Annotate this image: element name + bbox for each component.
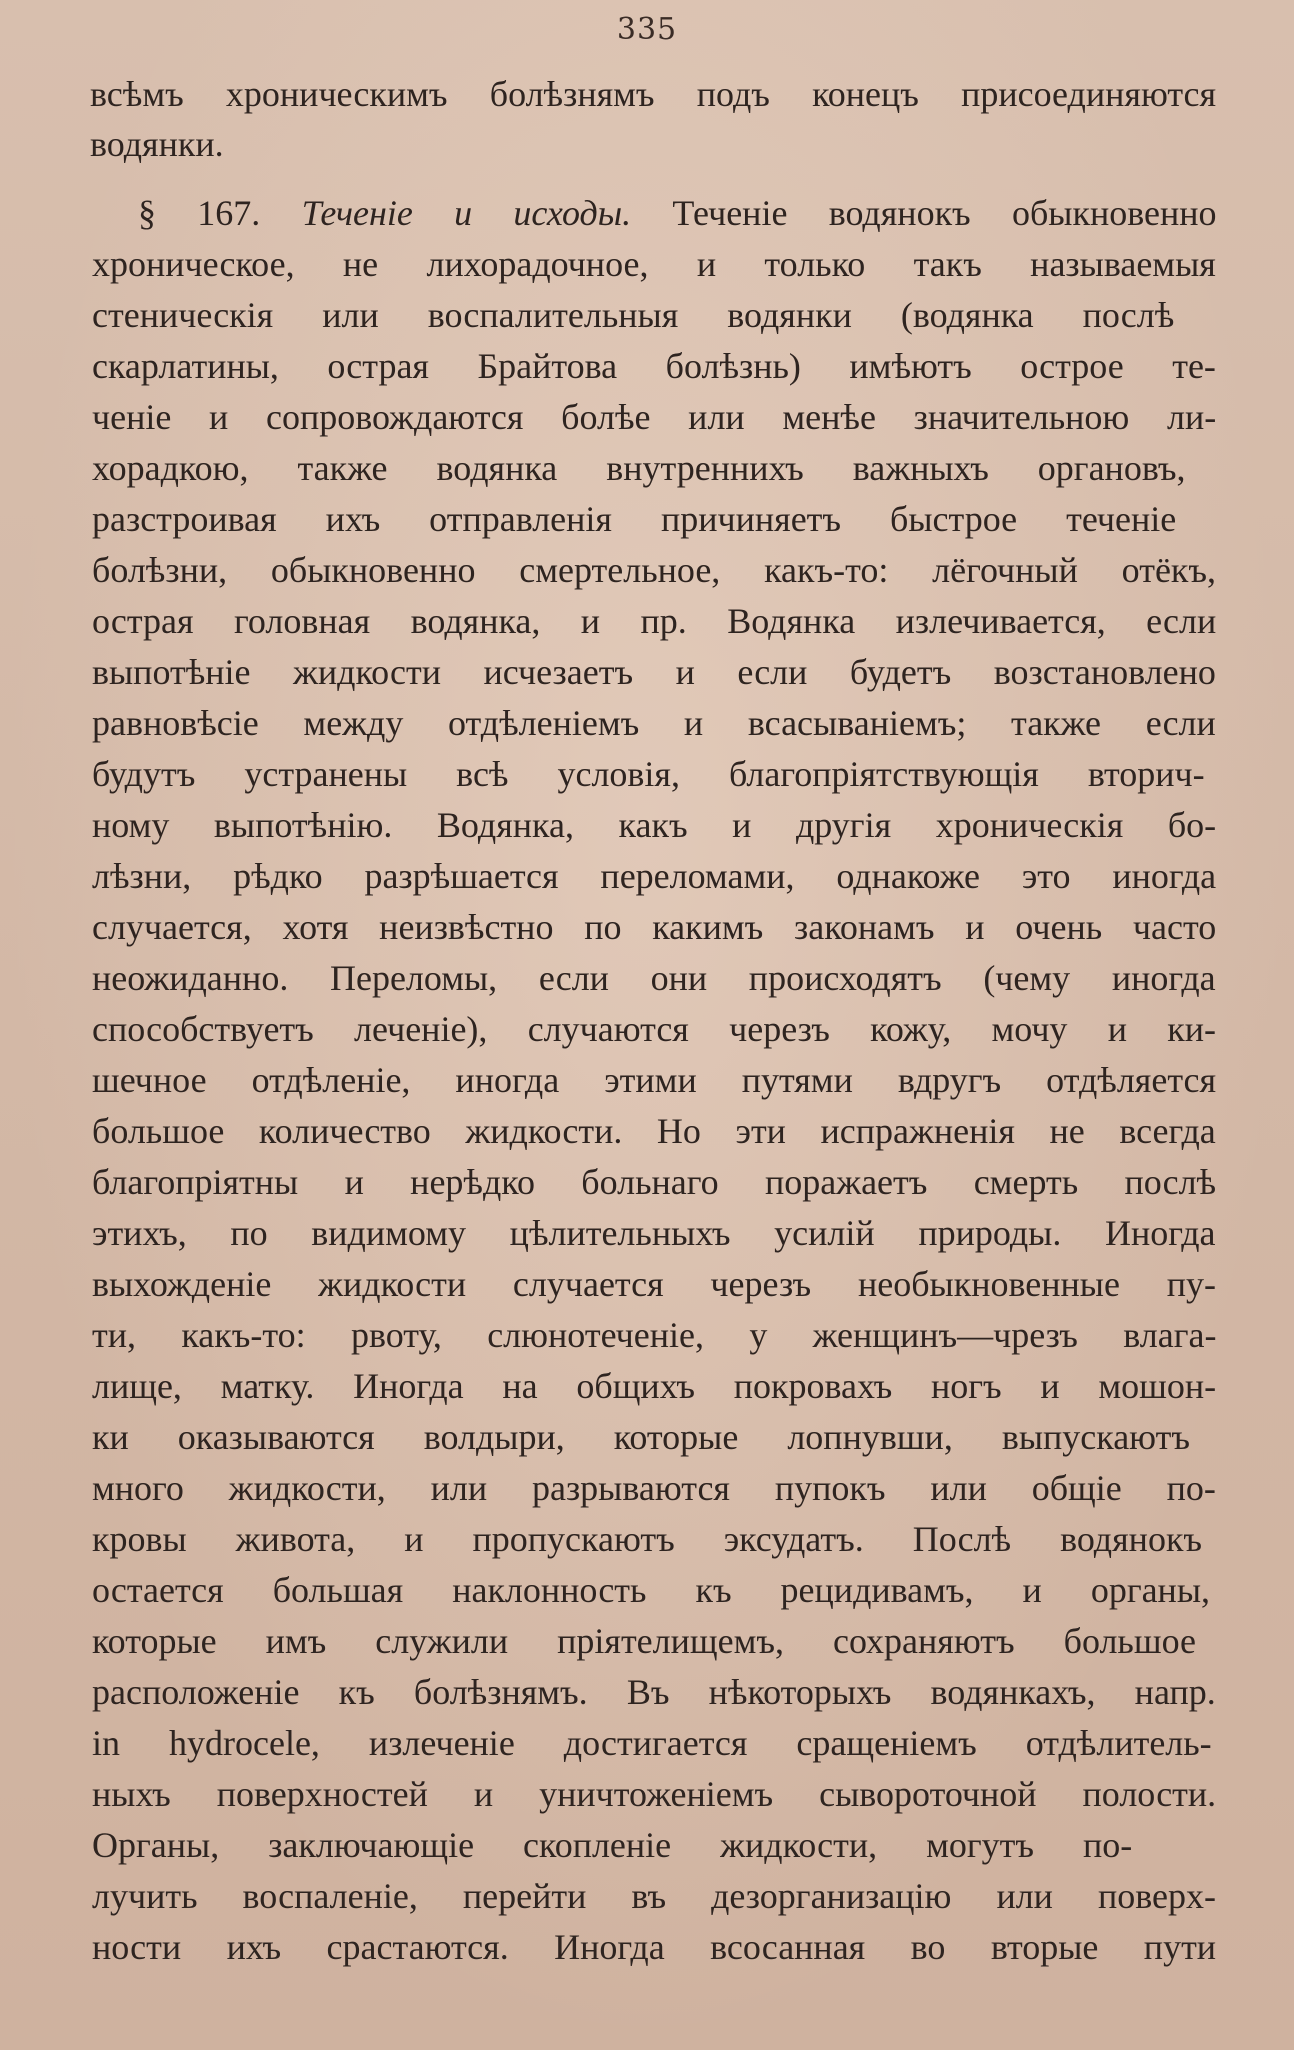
text-line: скарлатины, острая Брайтова болѣзнь) имѣютъ острое те- [92, 346, 1216, 386]
text-line: шечное отдѣленіе, иногда этими путями вдругъ отдѣляется [92, 1060, 1217, 1100]
text-line: хроническое, не лихорадочное, и только такъ называемыя [92, 244, 1216, 284]
section-first-words: Теченіе водянокъ обыкновенно [672, 193, 1217, 233]
text-line: разстроивая ихъ отправленія причиняетъ быстрое теченіе [92, 499, 1177, 539]
text-line: хорадкою, также водянка внутреннихъ важныхъ органовъ, [92, 448, 1186, 488]
text-line: расположеніе къ болѣзнямъ. Въ нѣкоторыхъ водянкахъ, напр. [92, 1672, 1216, 1712]
section-title: Теченіе и исходы. [301, 193, 632, 233]
text-line: будутъ устранены всѣ условія, благопріятствующія вторич- [92, 754, 1205, 794]
text-line: ки оказываются волдыри, которые лопнувши, выпускаютъ [92, 1417, 1190, 1457]
text-line: которые имъ служили пріятелищемъ, сохраняютъ большое [92, 1621, 1196, 1661]
text-line: лище, матку. Иногда на общихъ покровахъ ногъ и мошон- [92, 1366, 1217, 1406]
text-line: равновѣсіе между отдѣленіемъ и всасываніемъ; также если [92, 703, 1216, 743]
page-number: 335 [616, 12, 678, 47]
text-line: выпотѣніе жидкости исчезаетъ и если будетъ возстановлено [92, 652, 1216, 692]
text-line: стеническія или воспалительныя водянки (водянка послѣ [92, 295, 1175, 335]
section-number: § 167. [138, 193, 261, 233]
section-heading-line [0, 185, 1294, 241]
text-line: всѣмъ хроническимъ болѣзнямъ подъ конецъ присоединяются [90, 74, 1217, 114]
text-line: благопріятны и нерѣдко больнаго поражаетъ смерть послѣ [92, 1162, 1217, 1202]
text-line: остается большая наклонность къ рецидивамъ, и органы, [92, 1570, 1211, 1610]
text-line: ности ихъ срастаются. Иногда всосанная во вторые пути [92, 1927, 1217, 1967]
text-line: лѣзни, рѣдко разрѣшается переломами, однакоже это иногда [92, 856, 1217, 896]
text-line: водянки. [90, 124, 224, 164]
text-line: неожиданно. Переломы, если они происходятъ (чему иногда [92, 958, 1216, 998]
text-line: этихъ, по видимому цѣлительныхъ усилій природы. Иногда [92, 1213, 1216, 1253]
text-line: ти, какъ-то: рвоту, слюнотеченіе, у женщинъ—чрезъ влага- [92, 1315, 1217, 1355]
text-line: большое количество жидкости. Но эти испражненія не всегда [92, 1111, 1216, 1151]
text-line: выхожденіе жидкости случается черезъ необыкновенные пу- [92, 1264, 1216, 1304]
text-line: лучить воспаленіе, перейти въ дезорганизацію или поверх- [92, 1876, 1216, 1916]
text-line: ному выпотѣнію. Водянка, какъ и другія хроническія бо- [92, 805, 1217, 845]
text-line: ченіе и сопровождаются болѣе или менѣе значительною ли- [92, 397, 1217, 437]
text-line: много жидкости, или разрываются пупокъ или общіе по- [92, 1468, 1216, 1508]
text-line: ныхъ поверхностей и уничтоженіемъ сывороточной полости. [92, 1774, 1217, 1814]
text-line: случается, хотя неизвѣстно по какимъ законамъ и очень часто [92, 907, 1217, 947]
text-line: Органы, заключающіе скопленіе жидкости, могутъ по- [92, 1825, 1133, 1865]
text-line: in hydrocele, излеченіе достигается сращеніемъ отдѣлитель- [92, 1723, 1212, 1763]
text-line: способствуетъ леченіе), случаются черезъ кожу, мочу и ки- [92, 1009, 1217, 1049]
text-line: кровы живота, и пропускаютъ эксудатъ. Послѣ водянокъ [92, 1519, 1203, 1559]
text-line: острая головная водянка, и пр. Водянка излечивается, если [92, 601, 1217, 641]
text-line: болѣзни, обыкновенно смертельное, какъ-то: лёгочный отёкъ, [92, 550, 1217, 590]
